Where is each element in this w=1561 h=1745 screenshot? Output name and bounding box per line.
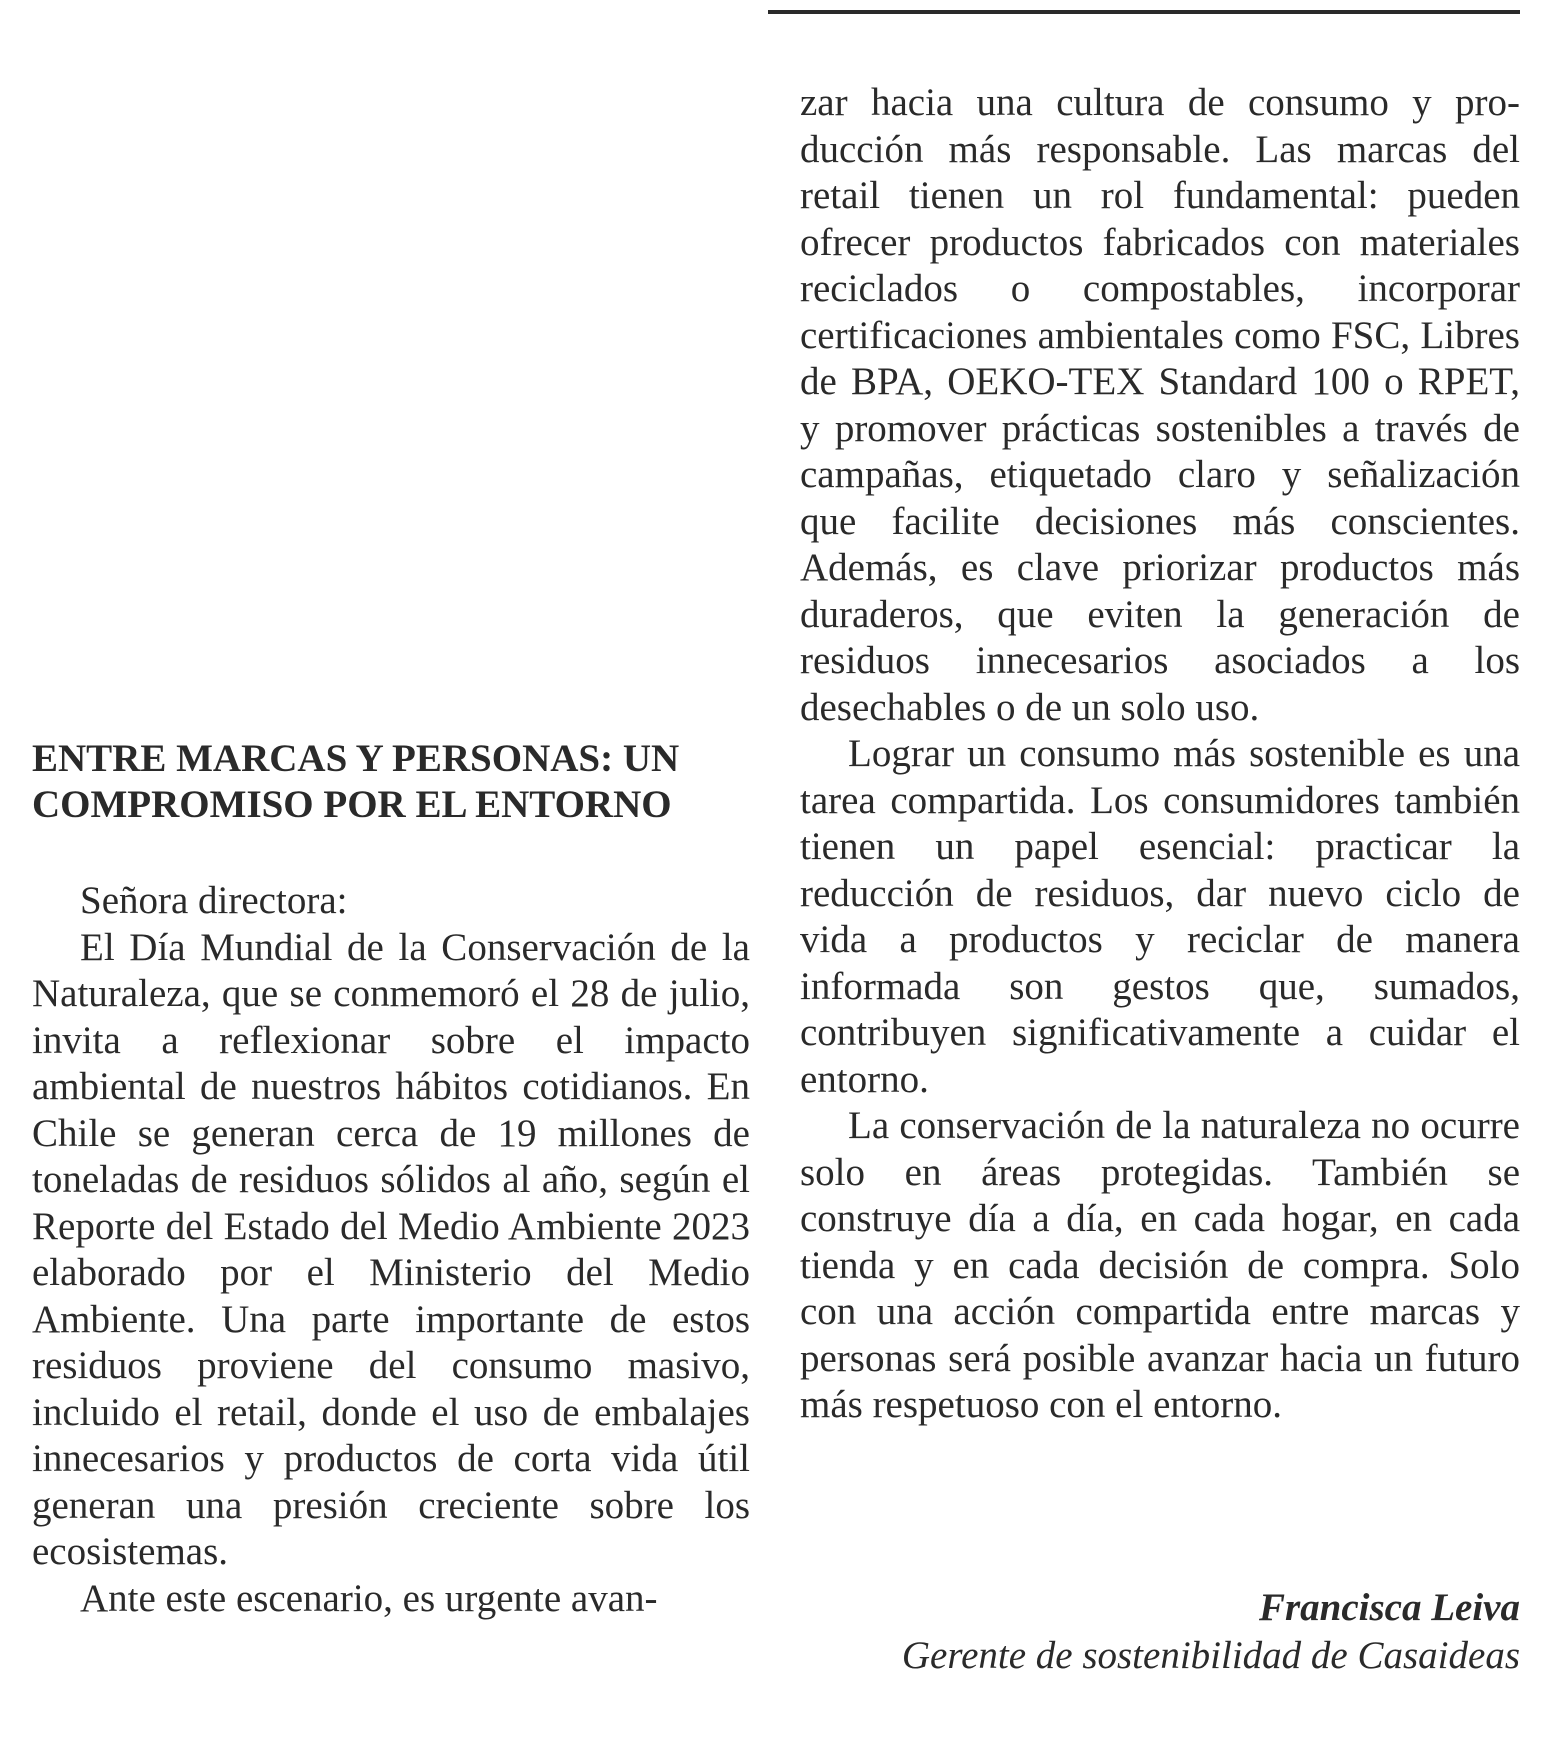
signature-name: Francisca Leiva xyxy=(1258,1586,1520,1629)
right-column xyxy=(800,80,1520,1429)
left-column xyxy=(32,736,750,1622)
paragraph-1: El Día Mundial de la Conservación de la Naturaleza, que se conmemoró el 28 de julio, invita a reflexionar sobre el impacto ambiental de nuestros hábitos cotidianos. En Chile se generan cerca de 19 millones de toneladas de residuos sólidos al año, según el Reporte del Estado del Medio Ambiente 2023 elaborado por el Ministerio del Medio Ambiente. Una parte importante de estos residuos proviene del consumo masivo, incluido el retail, donde el uso de embalajes innecesarios y productos de corta vida útil generan una presión creciente sobre los ecosistemas. xyxy=(32,925,750,1573)
top-rule xyxy=(768,10,1520,14)
signature-block xyxy=(800,1584,1520,1680)
salutation: Señora directora: xyxy=(80,879,348,922)
paragraph-2-continued: zar hacia una cultura de consumo y producción más responsable. Las marcas del retail tienen un rol fundamental: pueden ofrecer productos fabricados con materiales reciclados o compostables, incorporar certificaciones ambientales como FSC, Libres de BPA, OEKO-TEX Standard 100 o RPET, y promover prácticas sostenibles a través de campañas, etiquetado claro y señalización que facilite decisiones más conscientes. Además, es clave priorizar productos más duraderos, que eviten la generación de residuos innecesarios asociados a los desechables o de un solo uso. xyxy=(800,81,1520,729)
paragraph-3: Lograr un consumo más sostenible es una tarea compartida. Los consumidores también tienen un papel esencial: practicar la reducción de residuos, dar nuevo ciclo de vida a productos y reciclar de manera informada son gestos que, sumados, contribuyen significativamente a cuidar el entorno. xyxy=(800,732,1520,1101)
signature-role: Gerente de sostenibilidad de Casaideas xyxy=(901,1634,1520,1677)
paragraph-2-start: Ante este escenario, es urgente avan- xyxy=(80,1576,658,1620)
paragraph-4: La conservación de la naturaleza no ocurre solo en áreas protegidas. También se construye día a día, en cada hogar, en cada tienda y en cada decisión de compra. Solo con una acción compartida entre marcas y personas será posible avanzar hacia un futuro más respetuoso con el entorno. xyxy=(800,1104,1520,1426)
letter-headline: ENTRE MARCAS Y PERSONAS: UN COMPROMISO POR EL ENTORNO xyxy=(32,737,680,826)
